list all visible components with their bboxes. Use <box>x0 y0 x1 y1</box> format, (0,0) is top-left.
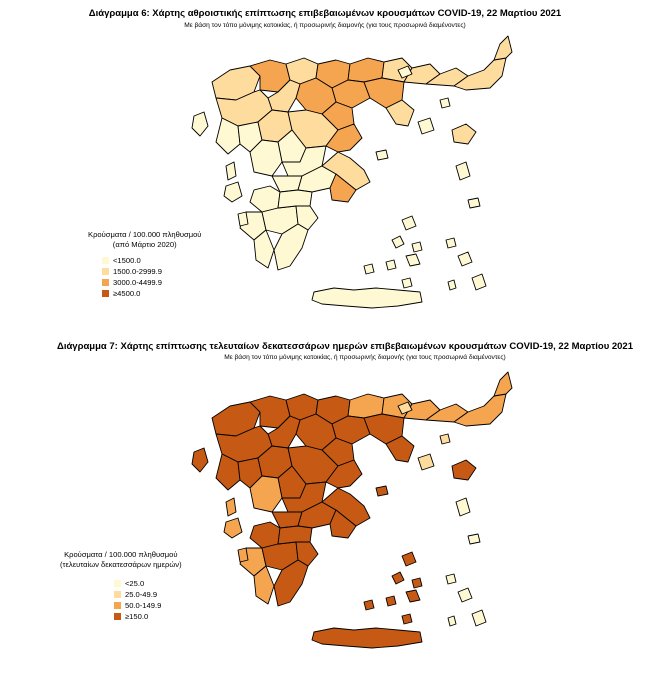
region-rhodes <box>472 274 486 290</box>
region-samothraki <box>440 98 450 108</box>
legend-item <box>102 288 201 299</box>
region-achaia <box>250 522 280 548</box>
legend-items <box>102 255 201 299</box>
region-samos <box>468 534 480 544</box>
map-subtitle: Με βάση τον τόπο μόνιμης κατοικίας, ή προσωρινής διαμονής (για τους προσωρινά διαμένοντες) <box>184 22 466 29</box>
region-lesvos <box>452 124 476 144</box>
legend-swatch <box>114 613 121 620</box>
region-santorini <box>402 614 412 624</box>
region-rhodes <box>472 610 486 626</box>
region-zakynthos <box>238 548 248 562</box>
legend-subtitle: (από Μάρτιο 2020) <box>112 240 177 249</box>
legend-item <box>114 589 182 600</box>
region-lemnos <box>418 454 434 470</box>
map-legend <box>60 550 182 622</box>
region-korinthia <box>278 190 312 208</box>
region-korinthia <box>278 526 312 544</box>
region-kefalonia <box>224 182 242 202</box>
region-kefalonia <box>224 518 242 538</box>
region-karpathos <box>448 616 456 626</box>
region-kalymnos <box>446 238 456 248</box>
region-kos <box>458 588 472 602</box>
region-naxos <box>406 590 420 602</box>
legend-swatch <box>102 290 109 297</box>
region-kos <box>458 252 472 266</box>
legend-label: 50.0-149.9 <box>125 601 162 610</box>
legend-label: ≥4500.0 <box>113 289 141 298</box>
legend-subtitle: (τελευταίων δεκατεσσάρων ημερών) <box>60 560 182 569</box>
map-subtitle: Με βάση τον τόπο μόνιμης κατοικίας, ή προσωρινής διαμονής (για τους προσωρινά διαμένοντες) <box>224 354 506 361</box>
legend-item <box>102 277 201 288</box>
legend-label: <25.0 <box>125 579 145 588</box>
region-mykonos <box>412 578 422 588</box>
legend-item <box>102 266 201 277</box>
region-santorini <box>402 278 412 288</box>
region-andros <box>402 552 416 566</box>
region-paros <box>386 260 396 270</box>
legend-swatch <box>102 279 109 286</box>
region-group-peloponnese <box>240 186 318 270</box>
region-kalymnos <box>446 574 456 584</box>
region-skiathos <box>376 486 388 496</box>
legend-swatch <box>102 257 109 264</box>
region-samothraki <box>440 434 450 444</box>
legend-item <box>114 600 182 611</box>
region-andros <box>402 216 416 230</box>
region-syros <box>392 572 404 584</box>
legend-items <box>114 578 182 622</box>
legend-swatch <box>114 580 121 587</box>
region-crete <box>312 288 422 308</box>
region-lemnos <box>418 118 434 134</box>
greece-choropleth-map <box>150 366 510 666</box>
region-lefkada <box>226 498 236 516</box>
region-chios <box>456 498 470 516</box>
region-milos <box>364 264 374 274</box>
legend-label: 1500.0-2999.9 <box>113 267 162 276</box>
legend-swatch <box>114 602 121 609</box>
region-corfu <box>192 448 208 472</box>
map-panel-14day <box>0 338 650 678</box>
map-title: Διάγραμμα 7: Χάρτης επίπτωσης τελευταίων δεκατεσσάρων ημερών επιβεβαιωμένων κρουσμάτων COVID-19, 22 Μαρτίου 2021 <box>56 341 633 352</box>
region-paros <box>386 596 396 606</box>
region-zakynthos <box>238 212 248 226</box>
region-lefkada <box>226 162 236 180</box>
legend-title: Κρούσματα / 100.000 πληθυσμού <box>64 550 178 559</box>
legend-item <box>114 611 182 622</box>
region-lesvos <box>452 460 476 480</box>
region-karpathos <box>448 280 456 290</box>
region-mykonos <box>412 242 422 252</box>
region-syros <box>392 236 404 248</box>
region-chios <box>456 162 470 180</box>
region-evros <box>494 36 512 60</box>
legend-label: <1500.0 <box>113 256 141 265</box>
region-crete <box>312 628 422 648</box>
legend-label: 25.0-49.9 <box>125 590 158 599</box>
legend-item <box>114 578 182 589</box>
region-group-peloponnese <box>240 522 318 606</box>
region-samos <box>468 198 480 208</box>
map-legend <box>88 230 201 299</box>
region-achaia <box>250 186 280 212</box>
region-skiathos <box>376 150 388 160</box>
legend-swatch <box>102 268 109 275</box>
legend-title: Κρούσματα / 100.000 πληθυσμού <box>88 230 202 239</box>
region-evros <box>494 372 512 396</box>
legend-item <box>102 255 201 266</box>
greece-choropleth-map <box>150 30 510 320</box>
legend-swatch <box>114 591 121 598</box>
map-title: Διάγραμμα 6: Χάρτης αθροιστικής επίπτωσης επιβεβαιωμένων κρουσμάτων COVID-19, 22 Μαρτίου 2021 <box>88 8 562 19</box>
map-panel-cumulative <box>0 0 650 335</box>
region-milos <box>364 600 374 610</box>
region-naxos <box>406 254 420 266</box>
region-corfu <box>192 112 208 136</box>
legend-label: ≥150.0 <box>125 612 149 621</box>
legend-label: 3000.0-4499.9 <box>113 278 162 287</box>
